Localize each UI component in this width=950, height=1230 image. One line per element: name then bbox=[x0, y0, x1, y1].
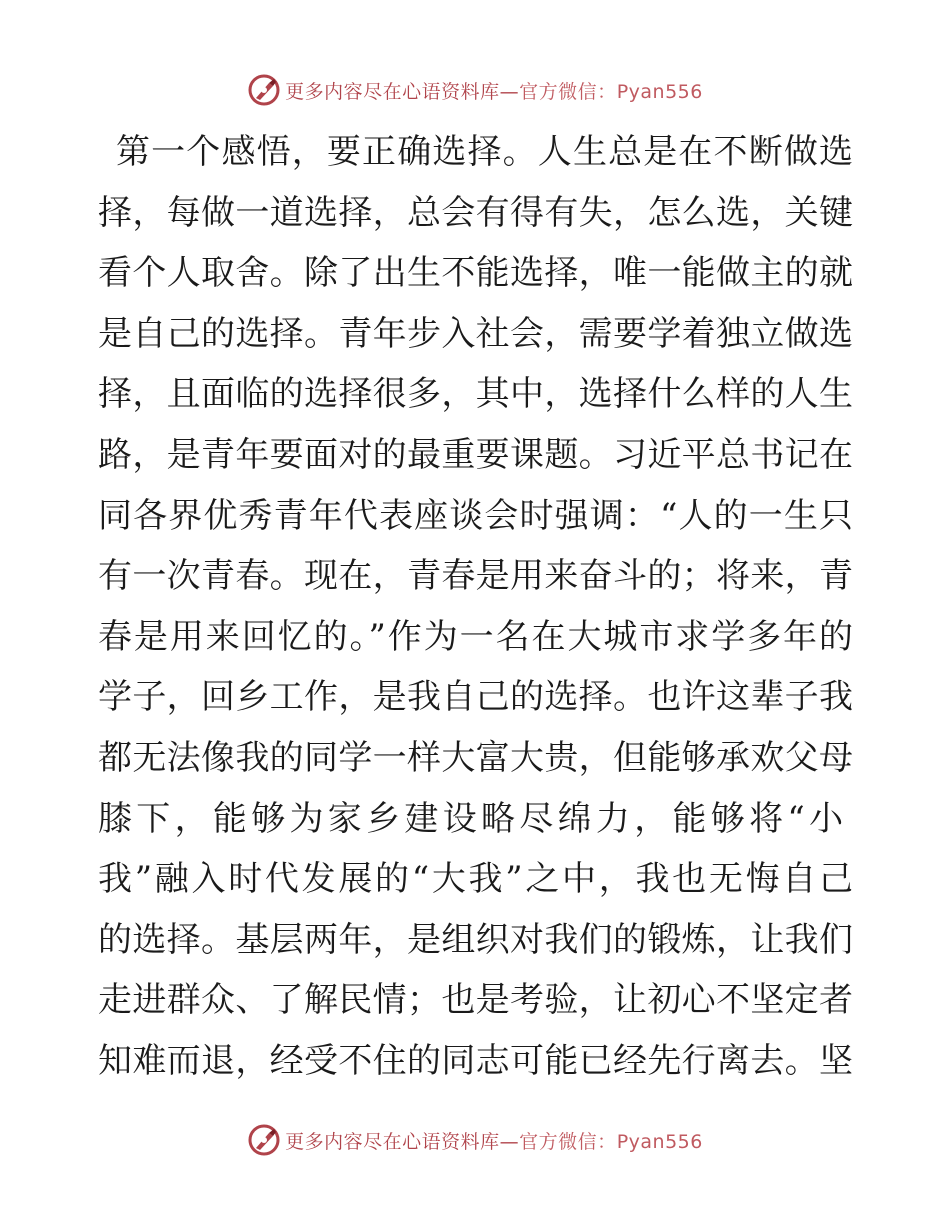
body-line: 都无法像我的同学一样大富大贵，但能够承欢父母 bbox=[98, 737, 853, 778]
header-banner-title: 更多内容尽在心语资料库 bbox=[285, 80, 500, 103]
body-line: 知难而退，经受不住的同志可能已经先行离去。坚 bbox=[98, 1040, 853, 1081]
footer-banner-dash: — bbox=[499, 1130, 520, 1153]
footer-banner bbox=[0, 1120, 950, 1160]
header-wechat-label: 官方微信： bbox=[519, 80, 617, 103]
header-banner bbox=[0, 70, 950, 110]
header-banner-text bbox=[285, 77, 703, 104]
body-line: 有一次青春。现在，青春是用来奋斗的；将来，青 bbox=[98, 556, 853, 597]
body-line: 第一个感悟，要正确选择。人生总是在不断做选 bbox=[116, 132, 853, 172]
quill-pen-logo-icon bbox=[247, 73, 281, 107]
body-line: 春是用来回忆的。”作为一名在大城市求学多年的 bbox=[98, 616, 853, 657]
quill-pen-logo-icon bbox=[247, 1123, 281, 1157]
body-line: 我”融入时代发展的“大我”之中，我也无悔自己 bbox=[98, 859, 853, 900]
body-line: 择，每做一道选择，总会有得有失，怎么选，关键 bbox=[98, 192, 853, 233]
body-line: 择，且面临的选择很多，其中，选择什么样的人生 bbox=[98, 374, 853, 415]
header-banner-dash: — bbox=[499, 80, 520, 103]
footer-banner-title: 更多内容尽在心语资料库 bbox=[285, 1130, 500, 1153]
body-line: 是自己的选择。青年步入社会，需要学着独立做选 bbox=[98, 313, 853, 354]
body-line: 同各界优秀青年代表座谈会时强调：“人的一生只 bbox=[98, 495, 853, 536]
body-line: 膝下，能够为家乡建设略尽绵力，能够将“小 bbox=[98, 798, 848, 839]
body-line: 走进群众、了解民情；也是考验，让初心不坚定者 bbox=[98, 980, 853, 1021]
header-wechat-id: Pyan556 bbox=[616, 80, 703, 103]
footer-wechat-label: 官方微信： bbox=[519, 1130, 617, 1153]
body-line: 的选择。基层两年，是组织对我们的锻炼，让我们 bbox=[98, 919, 853, 960]
body-line: 学子，回乡工作，是我自己的选择。也许这辈子我 bbox=[98, 677, 853, 718]
document-body bbox=[98, 122, 853, 1092]
footer-banner-text bbox=[285, 1127, 703, 1154]
body-line: 路，是青年要面对的最重要课题。习近平总书记在 bbox=[98, 434, 853, 475]
body-line: 看个人取舍。除了出生不能选择，唯一能做主的就 bbox=[98, 253, 853, 294]
footer-wechat-id: Pyan556 bbox=[616, 1130, 703, 1153]
